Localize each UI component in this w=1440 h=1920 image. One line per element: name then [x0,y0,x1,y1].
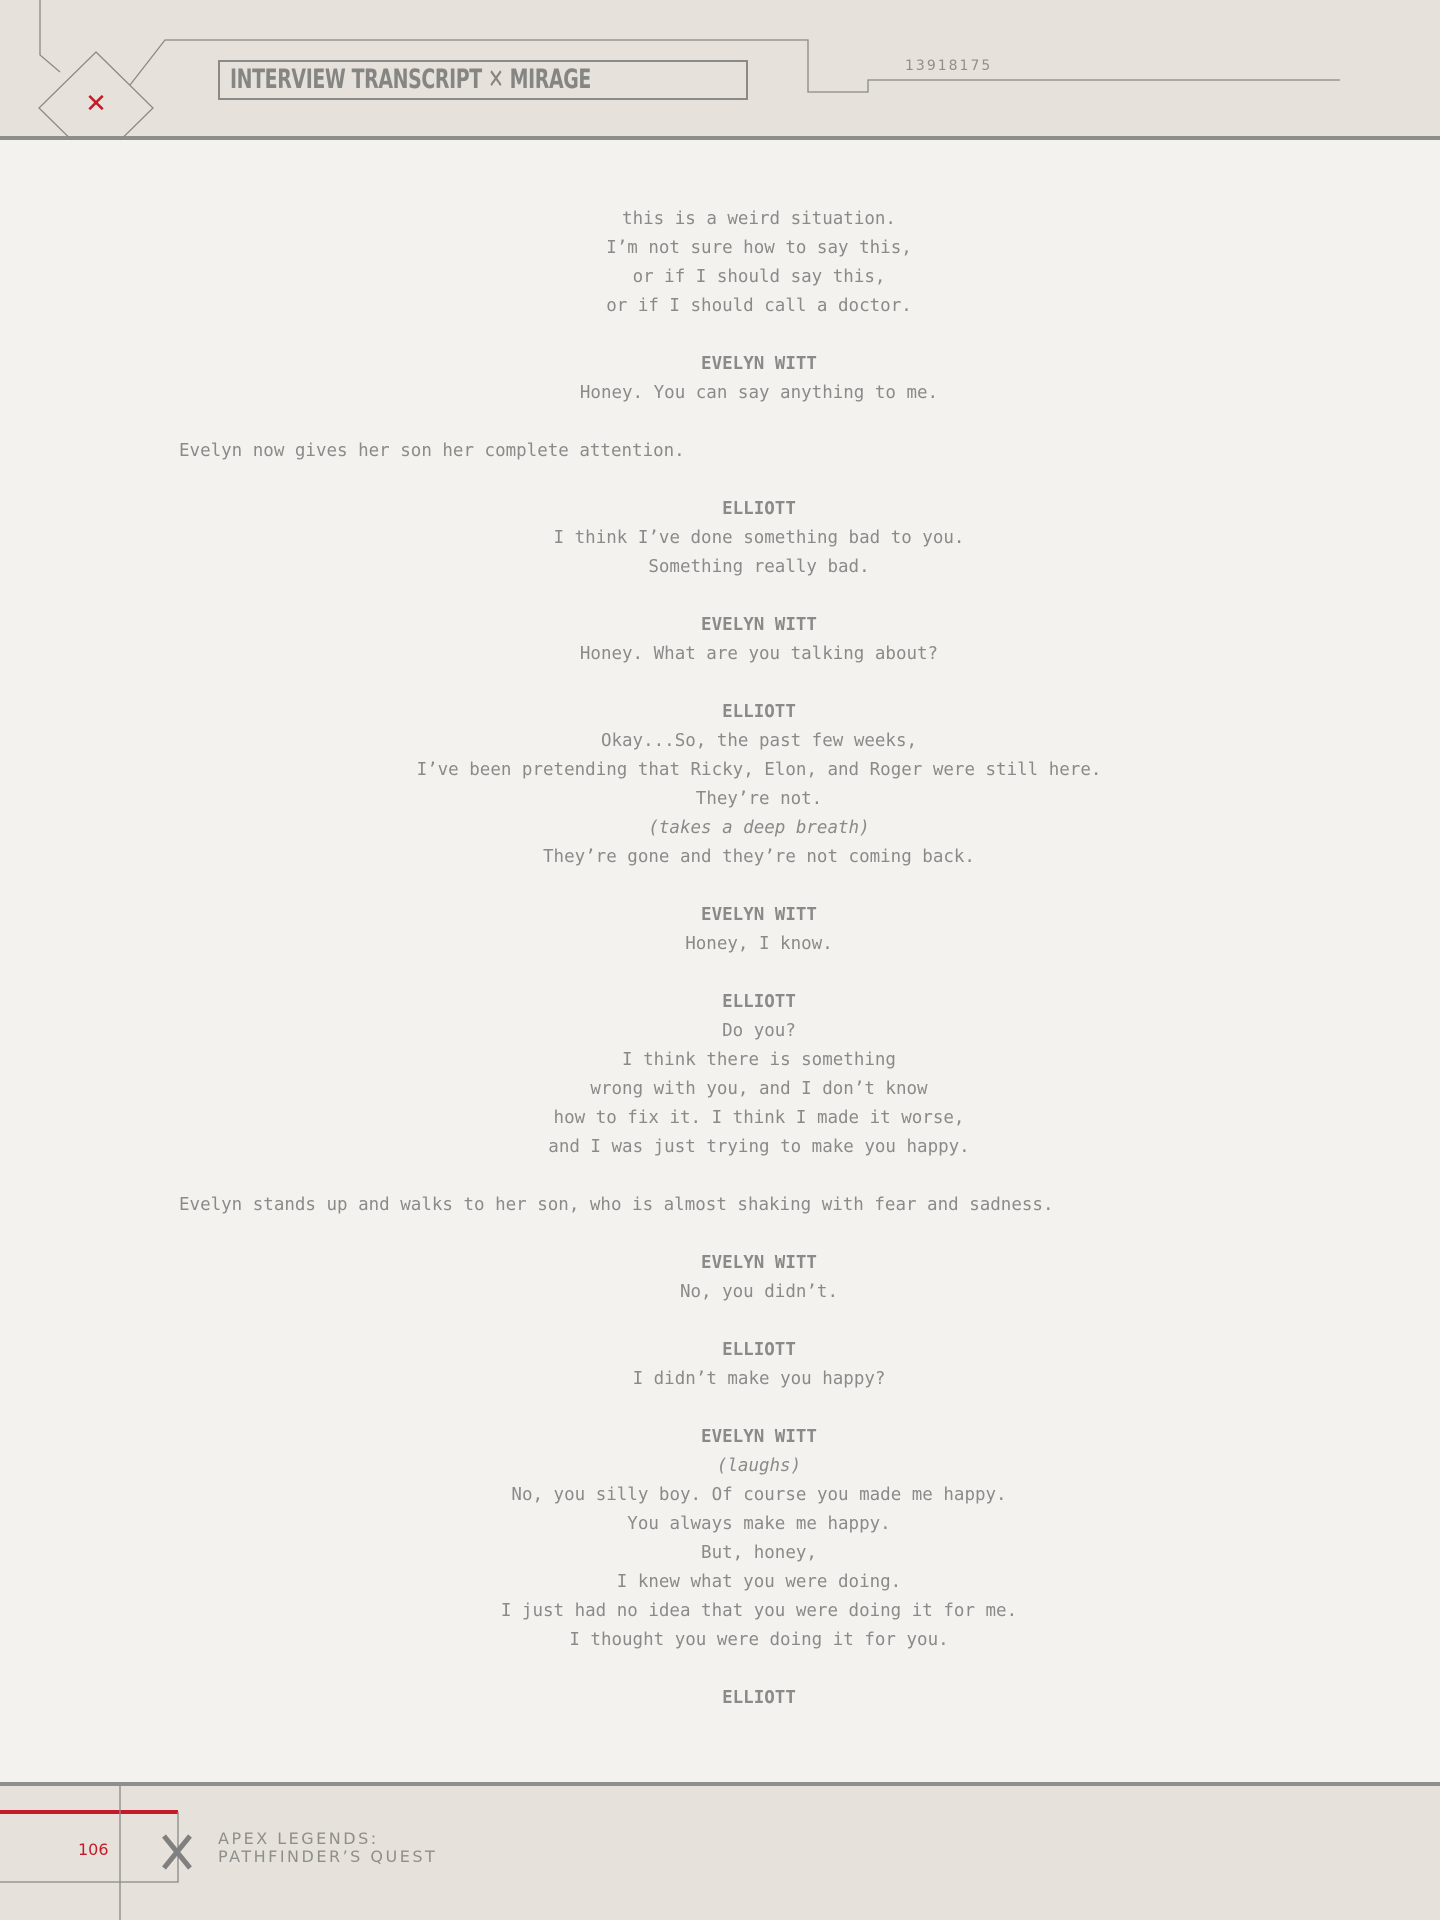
dialogue-line: I think I’ve done something bad to you. [553,528,965,548]
speaker-block [0,1684,1440,1713]
speaker-name: EVELYN WITT [701,1427,817,1447]
page-title-text: INTERVIEW TRANSCRIPT ✕ MIRAGE [230,64,591,95]
block-gap [0,321,1440,350]
dialogue-line: They’re not. [695,789,823,809]
book-title-line2: PATHFINDER’S QUEST [218,1847,438,1866]
dialogue-line: You always make me happy. [627,1514,891,1534]
dialogue-line: I think there is something [622,1050,896,1070]
dialogue-line: Honey. What are you talking about? [579,644,939,664]
block-gap [0,408,1440,437]
dialogue-block [0,1452,1440,1655]
speaker-block [0,350,1440,379]
speaker-name: ELLIOTT [722,992,796,1012]
speaker-name: EVELYN WITT [701,1253,817,1273]
transcript-body [0,205,1440,1713]
speaker-name: EVELYN WITT [701,905,817,925]
dialogue-line: or if I should say this, [632,267,886,287]
speaker-block [0,698,1440,727]
dialogue-line: I knew what you were doing. [616,1572,902,1592]
speaker-name: EVELYN WITT [701,354,817,374]
action-line: Evelyn now gives her son her complete attention. [179,441,685,461]
block-gap [0,959,1440,988]
speaker-block [0,901,1440,930]
speaker-name: ELLIOTT [722,702,796,722]
page-title [218,60,748,100]
speaker-block [0,495,1440,524]
book-title [218,1830,437,1866]
dialogue-line: No, you didn’t. [679,1282,839,1302]
page-footer [0,1782,1440,1920]
block-gap [0,1655,1440,1684]
dialogue-line: Honey. You can say anything to me. [579,383,939,403]
dialogue-line: I didn’t make you happy? [632,1369,886,1389]
speaker-name: EVELYN WITT [701,615,817,635]
book-title-line1: APEX LEGENDS: [218,1829,379,1848]
speaker-name: ELLIOTT [722,499,796,519]
page-number: 106 [78,1840,109,1859]
document-id: 13918175 [905,58,993,74]
block-gap [0,872,1440,901]
speaker-block [0,1336,1440,1365]
speaker-block [0,988,1440,1017]
dialogue-line: I’m not sure how to say this, [606,238,912,258]
dialogue-block [0,524,1440,582]
block-gap [0,1307,1440,1336]
dialogue-line: Honey, I know. [685,934,833,954]
block-gap [0,466,1440,495]
parenthetical: (takes a deep breath) [648,818,870,838]
dialogue-line: Something really bad. [648,557,870,577]
speaker-name: ELLIOTT [722,1340,796,1360]
block-gap [0,1220,1440,1249]
dialogue-block [0,1278,1440,1307]
dialogue-block [0,379,1440,408]
block-gap [0,1394,1440,1423]
dialogue-line: I’ve been pretending that Ricky, Elon, and Roger were still here. [416,760,1102,780]
dialogue-line: how to fix it. I think I made it worse, [553,1108,965,1128]
dialogue-line: They’re gone and they’re not coming back. [543,847,975,867]
dialogue-block [0,1017,1440,1162]
dialogue-line: No, you silly boy. Of course you made me happy. [511,1485,1007,1505]
footer-frame-lines [0,1786,1440,1920]
dialogue-block [0,205,1440,321]
dialogue-block [0,727,1440,872]
dialogue-line: Okay...So, the past few weeks, [600,731,918,751]
dialogue-line: and I was just trying to make you happy. [548,1137,970,1157]
block-gap [0,582,1440,611]
dialogue-line: But, honey, [701,1543,817,1563]
apex-x-icon [164,1836,190,1868]
dialogue-block [0,930,1440,959]
block-gap [0,1162,1440,1191]
dialogue-line: I just had no idea that you were doing it for me. [500,1601,1018,1621]
dialogue-line: I thought you were doing it for you. [569,1630,949,1650]
dialogue-block [0,640,1440,669]
dialogue-block [0,1365,1440,1394]
page-header [0,0,1440,140]
speaker-name: ELLIOTT [722,1688,796,1708]
dialogue-line: this is a weird situation. [622,209,896,229]
dialogue-line: Do you? [722,1021,796,1041]
speaker-block [0,1249,1440,1278]
parenthetical: (laughs) [716,1456,802,1476]
close-icon[interactable]: ✕ [85,89,107,119]
action-line: Evelyn stands up and walks to her son, who is almost shaking with fear and sadness. [179,1195,1054,1215]
dialogue-line: wrong with you, and I don’t know [590,1079,928,1099]
speaker-block [0,611,1440,640]
block-gap [0,669,1440,698]
dialogue-line: or if I should call a doctor. [606,296,912,316]
speaker-block [0,1423,1440,1452]
